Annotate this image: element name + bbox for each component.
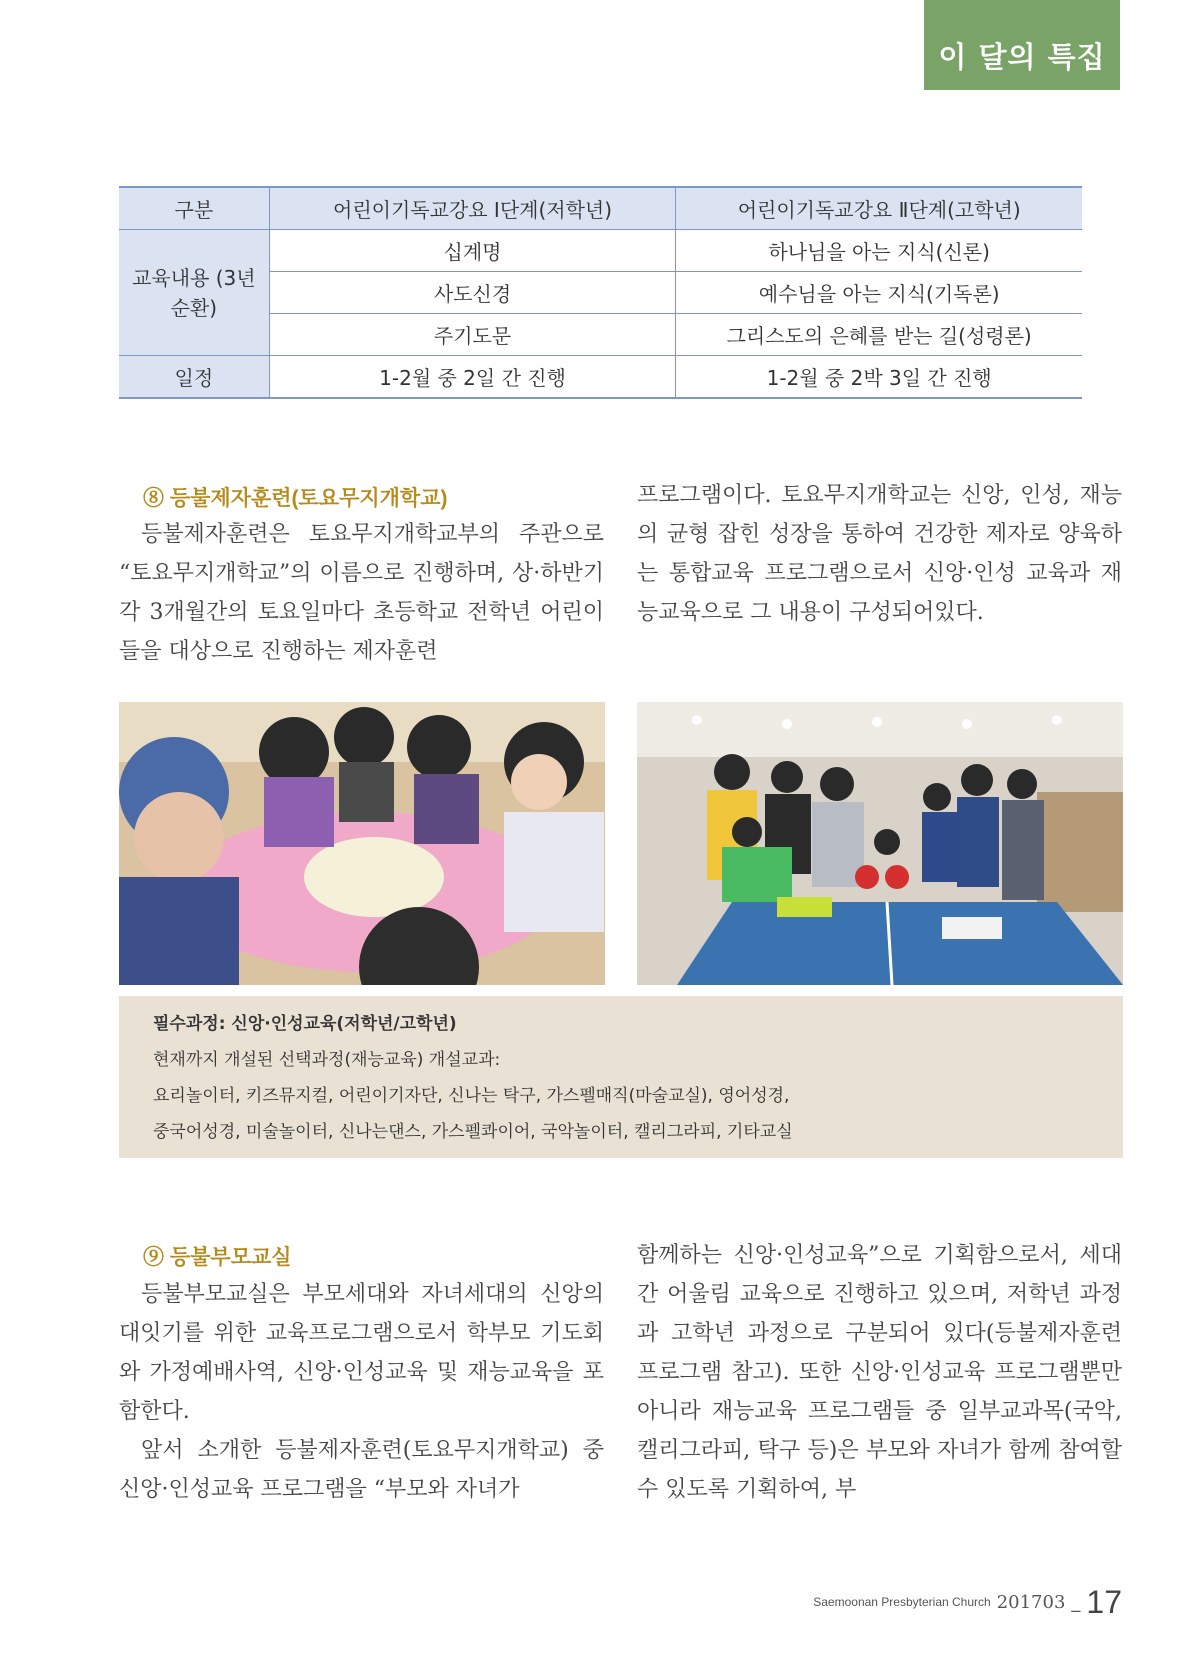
table-row-label: 일정 bbox=[119, 356, 269, 399]
section8-left-column bbox=[119, 515, 604, 671]
table-header-cell: 어린이기독교강요 Ⅱ단계(고학년) bbox=[676, 187, 1082, 230]
table-cell: 1-2월 중 2일 간 진행 bbox=[269, 356, 676, 399]
table-header-cell: 구분 bbox=[119, 187, 269, 230]
table-header-row bbox=[119, 187, 1082, 230]
section-tag: 이 달의 특집 bbox=[924, 0, 1120, 90]
section9-right-column bbox=[637, 1236, 1122, 1509]
section8-right-column bbox=[637, 476, 1122, 632]
footer-church-name: Saemoonan Presbyterian Church bbox=[813, 1595, 991, 1609]
table-cell: 1-2월 중 2박 3일 간 진행 bbox=[676, 356, 1082, 399]
footer-separator: _ bbox=[1071, 1591, 1081, 1613]
elective-course-heading: 현재까지 개설된 선택과정(재능교육) 개설교과: bbox=[153, 1050, 501, 1070]
section8-title: ⑧ 등불제자훈련(토요무지개학교) bbox=[143, 487, 448, 510]
footer-issue: 201703 bbox=[996, 1591, 1066, 1613]
table-tennis-photo-illustration bbox=[637, 702, 1123, 985]
cooking-photo-illustration bbox=[119, 702, 605, 985]
table-cell: 주기도문 bbox=[269, 314, 676, 356]
photo-table-tennis-class bbox=[637, 702, 1123, 985]
section9-left-paragraph: 앞서 소개한 등불제자훈련(토요무지개학교) 중 신앙·인성교육 프로그램을 “부모와 자녀가 bbox=[119, 1438, 604, 1502]
section9-title: ⑨ 등불부모교실 bbox=[143, 1246, 292, 1269]
table-cell: 하나님을 아는 지식(신론) bbox=[676, 230, 1082, 272]
table-row bbox=[119, 356, 1082, 399]
table-cell: 사도신경 bbox=[269, 272, 676, 314]
elective-course-list: 요리놀이터, 키즈뮤지컬, 어린이기자단, 신나는 탁구, 가스펠매직(마술교실), 영어성경, bbox=[153, 1086, 790, 1106]
section9-right-paragraph: 함께하는 신앙·인성교육”으로 기획함으로서, 세대 간 어울림 교육으로 진행하고 있으며, 저학년 과정과 고학년 과정으로 구분되어 있다(등불제자훈련 프로그램 참고). 또한 신앙·인성교육 프로그램뿐만 아니라 재능교육 프로그램들 중 일부교과목(국악, 캘리그라피, 탁구 등)은 부모와 자녀가 함께 참여할 수 있도록 기획하여, 부 bbox=[637, 1243, 1122, 1502]
table-header-cell: 어린이기독교강요 Ⅰ단계(저학년) bbox=[269, 187, 676, 230]
photo-cooking-class bbox=[119, 702, 605, 985]
section9-left-paragraph: 등불부모교실은 부모세대와 자녀세대의 신앙의 대잇기를 위한 교육프로그램으로서 학부모 기도회와 가정예배사역, 신앙·인성교육 및 재능교육을 포함한다. bbox=[119, 1282, 604, 1424]
table-cell: 십계명 bbox=[269, 230, 676, 272]
table-cell: 그리스도의 은혜를 받는 길(성령론) bbox=[676, 314, 1082, 356]
page-number: 17 bbox=[1086, 1583, 1122, 1620]
section8-left-paragraph: 등불제자훈련은 토요무지개학교부의 주관으로 “토요무지개학교”의 이름으로 진행하며, 상·하반기 각 3개월간의 토요일마다 초등학교 전학년 어린이들을 대상으로 진행하는 제자훈련 bbox=[119, 522, 604, 664]
table-cell: 예수님을 아는 지식(기독론) bbox=[676, 272, 1082, 314]
table-row bbox=[119, 230, 1082, 272]
curriculum-table bbox=[119, 186, 1082, 399]
table-row-label: 교육내용 (3년 순환) bbox=[119, 230, 269, 356]
section9-left-column bbox=[119, 1275, 604, 1509]
section8-right-paragraph: 프로그램이다. 토요무지개학교는 신앙, 인성, 재능의 균형 잡힌 성장을 통하여 건강한 제자로 양육하는 통합교육 프로그램으로서 신앙·인성 교육과 재능교육으로 그 내용이 구성되어있다. bbox=[637, 483, 1122, 625]
course-info-box bbox=[119, 996, 1123, 1158]
elective-course-list: 중국어성경, 미술놀이터, 신나는댄스, 가스펠콰이어, 국악놀이터, 캘리그라피, 기타교실 bbox=[153, 1122, 793, 1142]
required-course-line: 필수과정: 신앙·인성교육(저학년/고학년) bbox=[153, 1014, 457, 1034]
page-footer bbox=[810, 1582, 1122, 1622]
